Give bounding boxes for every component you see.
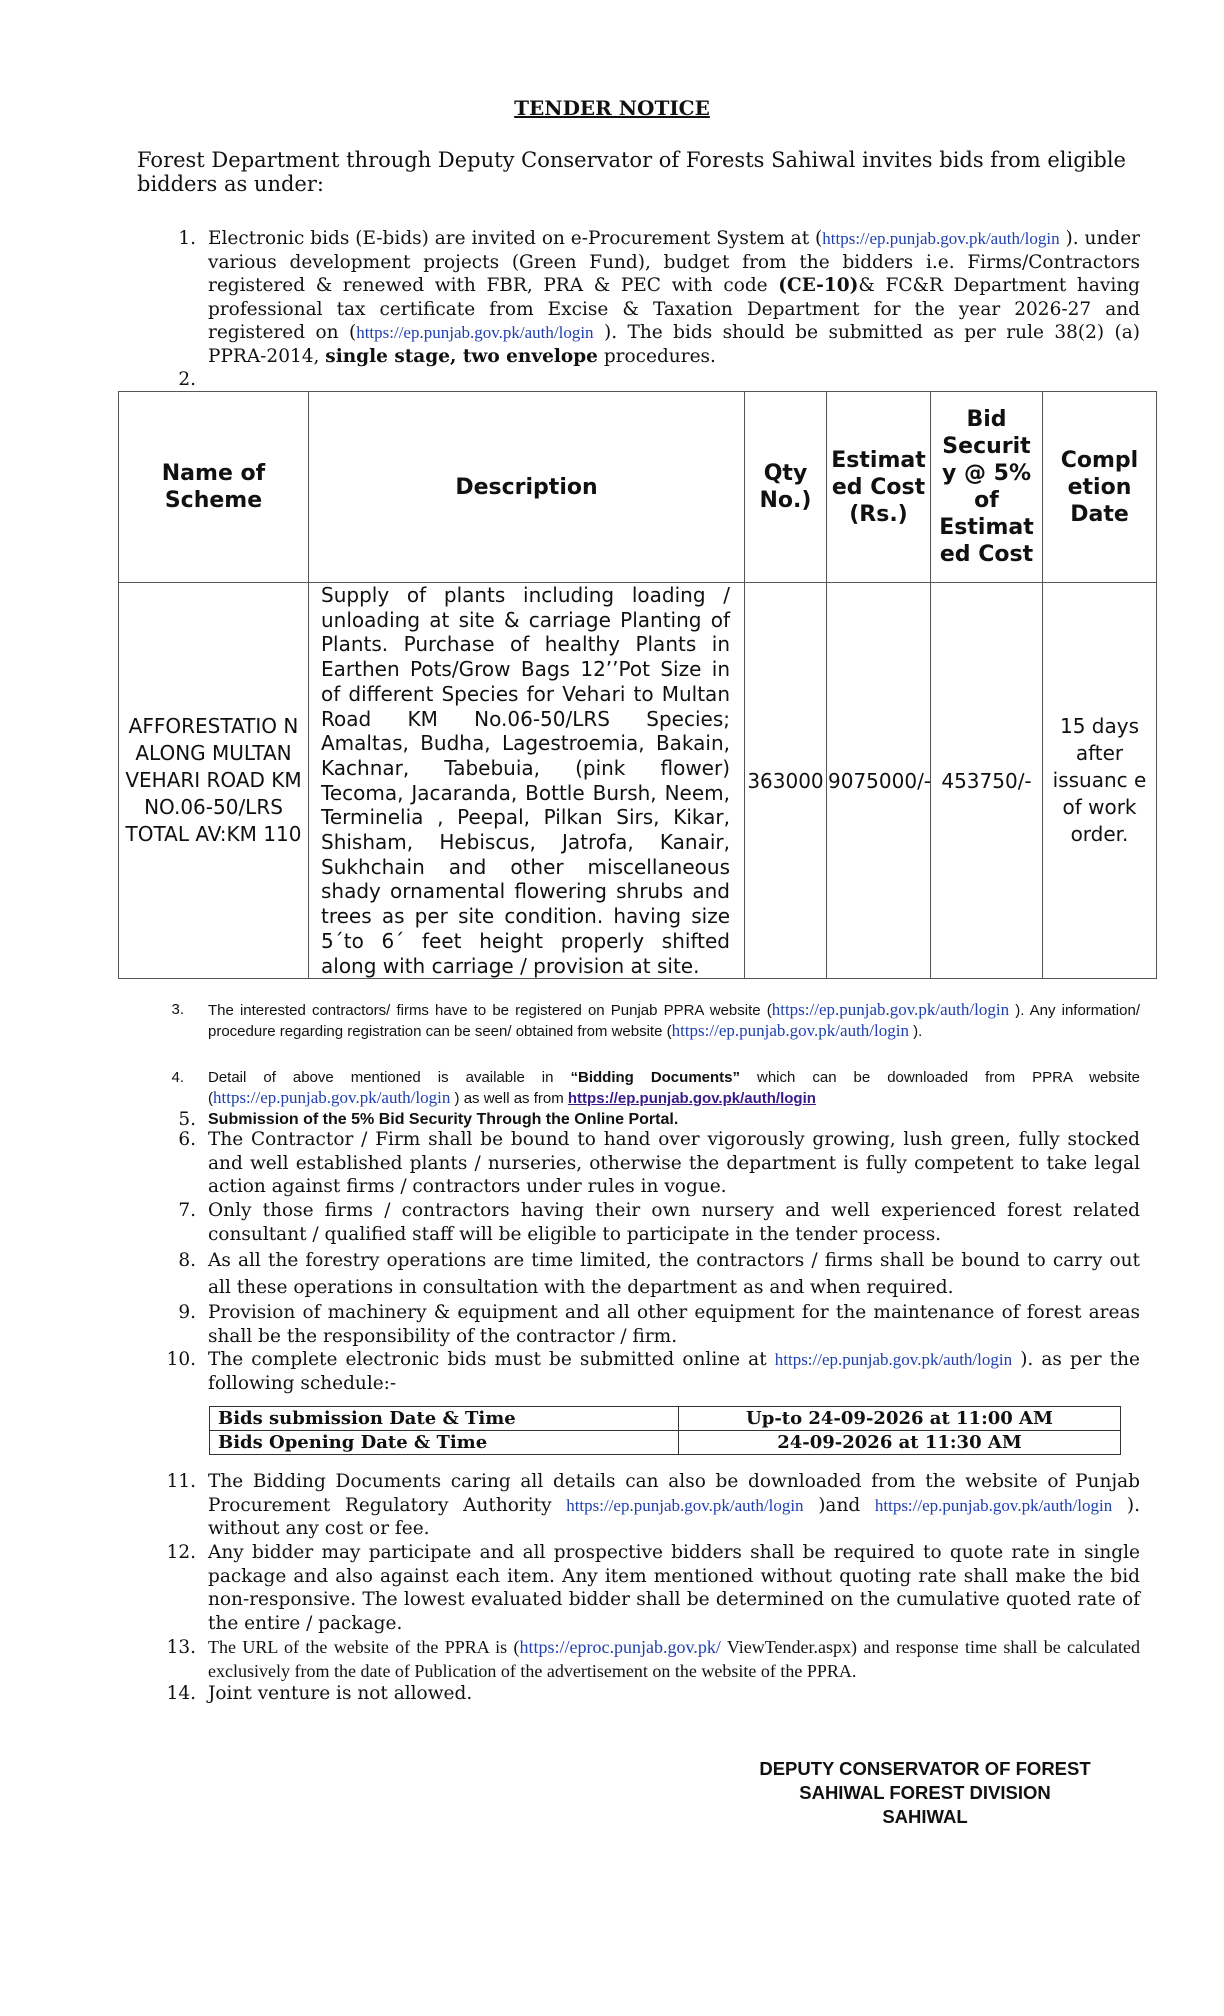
clause-number: 9. (178, 1302, 196, 1323)
clause-6 (160, 1128, 1140, 1199)
scheme-name-cell: AFFORESTATIO N ALONG MULTAN VEHARI ROAD KM NO.06-50/LRS TOTAL AV:KM 110 (119, 583, 309, 979)
ep-login-link[interactable]: https://ep.punjab.gov.pk/auth/login (356, 323, 594, 342)
bidding-documents-label: “Bidding Documents” (570, 1069, 740, 1086)
clause-number: 3. (171, 1001, 184, 1018)
description-cell: Supply of plants including loading / unloading at site & carriage Planting of Plants. Purchase of healthy Plants in Earthen Pots/Grow Bags 12’’Pot Size in of different Species for Vehari to Multan Road KM No.06-50/LRS Species; Amaltas, Budha, Lagestroemia, Bakain, Kachnar, Tabebuia, (pink flower) Tecoma, Jacaranda, Bottle Bursh, Neem, Terminelia , Peepal, Pilkan Sirs, Kikar, Shisham, Hebiscus, Jatrofa, Kanair, Sukhchain and other miscellaneous shady ornamental flowering shrubs and trees as per site condition. having size 5΄to 6΄ feet height properly shifted along with carriage / provision at site. (309, 583, 745, 979)
signature-location: SAHIWAL (882, 1806, 968, 1827)
notice-title (0, 96, 1224, 120)
clause-4 (160, 1068, 1140, 1109)
clause-9 (160, 1301, 1140, 1348)
clause-number: 11. (166, 1471, 196, 1492)
clause-text: Any bidder may participate and all prospective bidders shall be required to quote rate in single package and also against each item. Any item mentioned without quoting rate shall make the bid non-responsive. The lowest evaluated bidder shall be determined on the cumulative quoted rate of the entire / package. (208, 1542, 1140, 1634)
clause-1 (160, 227, 1140, 368)
clause-number: 13. (166, 1637, 196, 1658)
pec-code: (CE-10) (778, 275, 859, 296)
scheme-table (118, 391, 1157, 979)
signature-title: DEPUTY CONSERVATOR OF FOREST (759, 1758, 1091, 1779)
clause-number: 12. (166, 1542, 196, 1563)
completion-date-cell: 15 days after issuanc e of work order. (1043, 583, 1157, 979)
signature-block (700, 1757, 1150, 1829)
ep-login-link[interactable]: https://ep.punjab.gov.pk/auth/login (822, 229, 1060, 248)
clause-7 (160, 1199, 1140, 1246)
eproc-link[interactable]: https://eproc.punjab.gov.pk/ (519, 1637, 721, 1657)
schedule-value: Up-to 24-09-2026 at 11:00 AM (679, 1407, 1121, 1431)
schedule-label: Bids Opening Date & Time (210, 1431, 679, 1455)
clause-number: 1. (178, 228, 196, 249)
clause-8 (160, 1247, 1140, 1301)
clause-number: 8. (178, 1250, 196, 1271)
ep-login-link[interactable]: https://ep.punjab.gov.pk/auth/login (771, 1000, 1010, 1019)
clause-number: 6. (178, 1129, 196, 1150)
qty-cell: 363000 (745, 583, 827, 979)
estimated-cost-cell: 9075000/- (827, 583, 931, 979)
column-header: Name of Scheme (119, 392, 309, 583)
procedure-type: single stage, two envelope (325, 345, 598, 367)
schedule-value: 24-09-2026 at 11:30 AM (679, 1431, 1121, 1455)
column-header: Description (309, 392, 745, 583)
clause-text: Only those firms / contractors having their own nursery and well experienced forest related consultant / qualified staff will be eligible to participate in the tender process. (208, 1200, 1140, 1245)
clause-11 (160, 1470, 1140, 1541)
ep-login-link[interactable]: https://ep.punjab.gov.pk/auth/login (213, 1088, 451, 1107)
bid-security-cell: 453750/- (931, 583, 1043, 979)
table-row (119, 583, 1157, 979)
ep-login-link[interactable]: https://ep.punjab.gov.pk/auth/login (671, 1021, 909, 1040)
clause-text: The Contractor / Firm shall be bound to hand over vigorously growing, lush green, fully stocked and well established plants / nurseries, otherwise the department is fully competent to take legal action against firms / contractors under rules in vogue. (208, 1129, 1140, 1197)
column-header: Estimat ed Cost (Rs.) (827, 392, 931, 583)
notice-title-text: TENDER NOTICE (514, 96, 710, 120)
clause-number: 4. (171, 1069, 184, 1086)
schedule-table (209, 1406, 1121, 1455)
clause-number: 7. (178, 1200, 196, 1221)
clause-13 (160, 1636, 1140, 1683)
clause-text: The complete electronic bids must be submitted online at https://ep.punjab.gov.pk/auth/login ). as per the following schedule:- (208, 1349, 1141, 1394)
ep-login-link[interactable]: https://ep.punjab.gov.pk/auth/login (874, 1495, 1113, 1515)
clause-text: Joint venture is not allowed. (208, 1683, 473, 1704)
table-row (210, 1407, 1121, 1431)
schedule-label: Bids submission Date & Time (210, 1407, 679, 1431)
ep-login-link-bold[interactable]: https://ep.punjab.gov.pk/auth/login (567, 1090, 816, 1107)
clause-text: Electronic bids (E-bids) are invited on e-Procurement System at (https://ep.punjab.gov.pk/auth/login ). under various development projects (Green Fund), budget from the bidders i.e. Firms/Contractors registered & renewed with FBR, PRA & PEC with code (CE-10)& FC&R Department having professional tax certificate from Excise & Taxation Department for the year 2026-27 and registered on (https://ep.punjab.gov.pk/auth/login ). The bids should be submitted as per rule 38(2) (a) PPRA-2014, single stage, two envelope procedures. (208, 228, 1140, 367)
table-header-row (119, 392, 1157, 583)
column-header: Qty No.) (745, 392, 827, 583)
clause-text: The Bidding Documents caring all details can also be downloaded from the website of Punjab Procurement Regulatory Authority https://ep.punjab.gov.pk/auth/login )and https://ep.punjab.gov.pk/auth/login ). without any cost or fee. (208, 1471, 1140, 1539)
clause-text: As all the forestry operations are time limited, the contractors / firms shall be bound to carry out all these operations in consultation with the department as and when required. (208, 1250, 1140, 1298)
ep-login-link[interactable]: https://ep.punjab.gov.pk/auth/login (566, 1495, 804, 1515)
clause-number: 5. (178, 1109, 196, 1130)
column-header: Bid Securit y @ 5% of Estimat ed Cost (931, 392, 1043, 583)
clause-number: 10. (166, 1349, 196, 1370)
clause-14 (160, 1682, 1140, 1706)
column-header: Compl etion Date (1043, 392, 1157, 583)
clause-10 (160, 1348, 1140, 1395)
clause-text: Provision of machinery & equipment and all other equipment for the maintenance of forest areas shall be the responsibility of the contractor / firm. (208, 1302, 1140, 1347)
ep-login-link[interactable]: https://ep.punjab.gov.pk/auth/login (774, 1350, 1013, 1369)
clause-text: The interested contractors/ firms have to be registered on Punjab PPRA website (https://ep.punjab.gov.pk/auth/login ). Any information/ procedure regarding registration can be seen/ obtained from website (https://ep.punjab.gov.pk/auth/login ). (208, 1000, 1140, 1040)
table-row (210, 1431, 1121, 1455)
clause-number: 14. (166, 1683, 196, 1704)
signature-division: SAHIWAL FOREST DIVISION (799, 1782, 1051, 1803)
clause-text: Submission of the 5% Bid Security Through the Online Portal. (208, 1111, 679, 1128)
clause-12 (160, 1541, 1140, 1635)
clause-number: 2. (178, 369, 196, 390)
intro-paragraph: Forest Department through Deputy Conservator of Forests Sahiwal invites bids from eligible bidders as under: (137, 148, 1126, 196)
clause-3 (160, 1000, 1140, 1042)
clause-text: Detail of above mentioned is available in “Bidding Documents” which can be downloaded from PPRA website (https://ep.punjab.gov.pk/auth/login ) as well as from https://ep.punjab.gov.pk/auth/login (208, 1069, 1140, 1107)
clause-text: The URL of the website of the PPRA is (https://eproc.punjab.gov.pk/ ViewTender.aspx) and response time shall be calculated exclusively from the date of Publication of the advertisement on the website of the PPRA. (208, 1637, 1141, 1681)
